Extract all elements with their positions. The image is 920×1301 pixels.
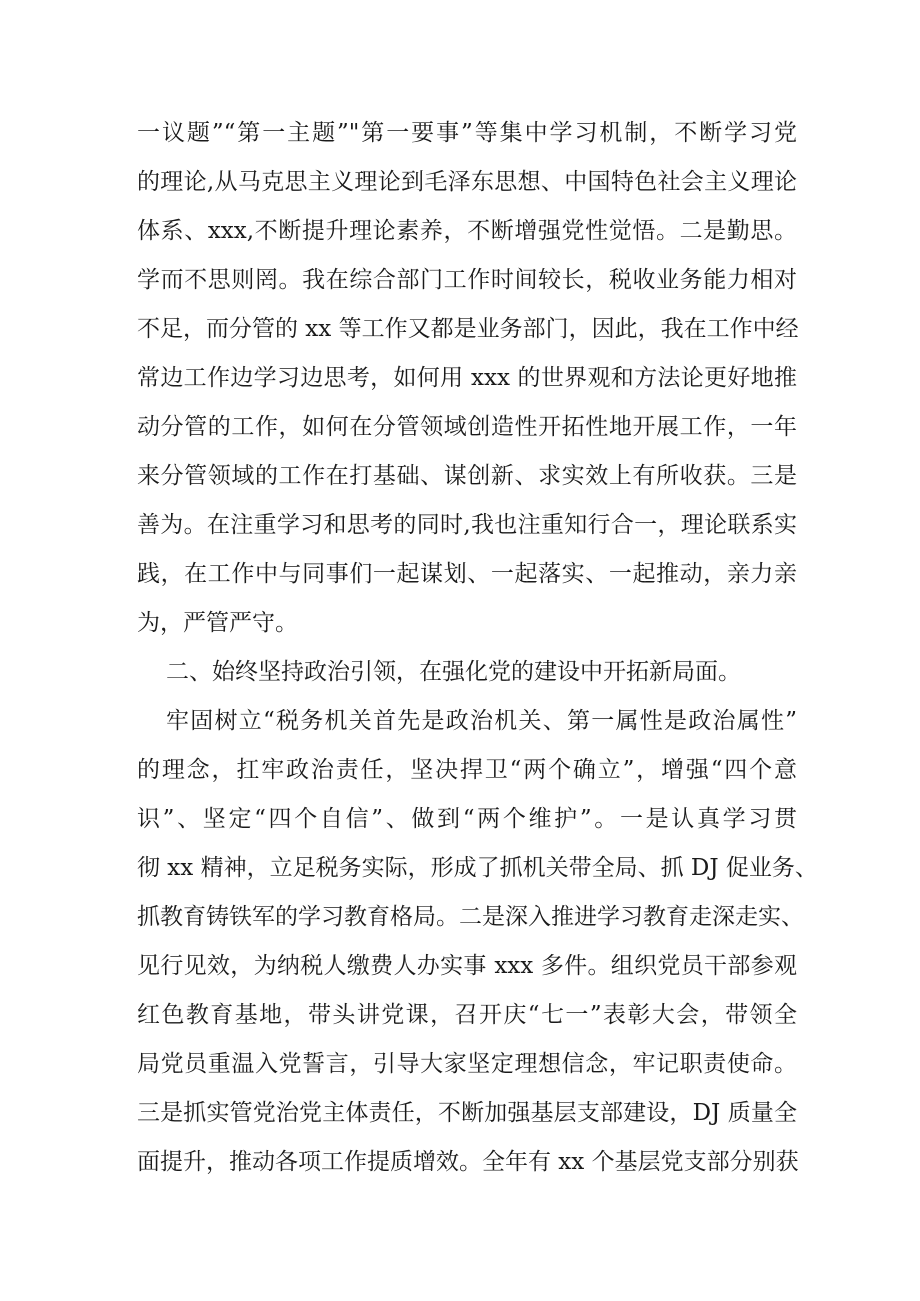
- text-line: 为，严管严守。: [137, 610, 298, 636]
- text-line: 三是抓实管党治党主体责任，不断加强基层支部建设，DJ 质量全: [137, 1100, 797, 1126]
- text-line: 彻 xx 精神，立足税务实际，形成了抓机关带全局、抓 DJ 促业务、: [137, 855, 818, 881]
- section-heading: 二、始终坚持政治引领，在强化党的建设中开拓新局面。: [166, 659, 741, 685]
- text-line: 体系、xxx,不断提升理论素养，不断增强党性觉悟。二是勤思。: [137, 218, 797, 244]
- text-line: 见行见效，为纳税人缴费人办实事 xxx 多件。组织党员干部参观: [137, 953, 797, 979]
- text-line: 不足，而分管的 xx 等工作又都是业务部门，因此，我在工作中经: [137, 316, 799, 342]
- text-line: 学而不思则罔。我在综合部门工作时间较长，税收业务能力相对: [137, 267, 797, 293]
- text-line: 的理论,从马克思主义理论到毛泽东思想、中国特色社会主义理论: [137, 169, 797, 195]
- text-line: 牢固树立“税务机关首先是政治机关、第一属性是政治属性”: [166, 708, 797, 734]
- text-line: 来分管领域的工作在打基础、谋创新、求实效上有所收获。三是: [137, 463, 797, 489]
- text-line: 动分管的工作，如何在分管领域创造性开拓性地开展工作，一年: [137, 414, 797, 440]
- text-line: 的理念，扛牢政治责任，坚决捍卫“两个确立”，增强“四个意: [137, 757, 797, 783]
- text-line: 一议题”“第一主题”"第一要事”等集中学习机制，不断学习党: [137, 120, 797, 146]
- text-line: 善为。在注重学习和思考的同时,我也注重知行合一，理论联系实: [137, 512, 797, 538]
- text-line: 面提升，推动各项工作提质增效。全年有 xx 个基层党支部分别获: [137, 1149, 799, 1175]
- text-line: 常边工作边学习边思考，如何用 xxx 的世界观和方法论更好地推: [137, 365, 797, 391]
- text-line: 抓教育铸铁军的学习教育格局。二是深入推进学习教育走深走实、: [137, 904, 804, 930]
- text-line: 践，在工作中与同事们一起谋划、一起落实、一起推动，亲力亲: [137, 561, 797, 587]
- text-line: 识”、坚定“四个自信”、做到“两个维护”。一是认真学习贯: [137, 806, 797, 832]
- text-line: 红色教育基地，带头讲党课，召开庆“七一”表彰大会，带领全: [137, 1002, 797, 1028]
- text-line: 局党员重温入党誓言，引导大家坚定理想信念，牢记职责使命。: [137, 1051, 797, 1077]
